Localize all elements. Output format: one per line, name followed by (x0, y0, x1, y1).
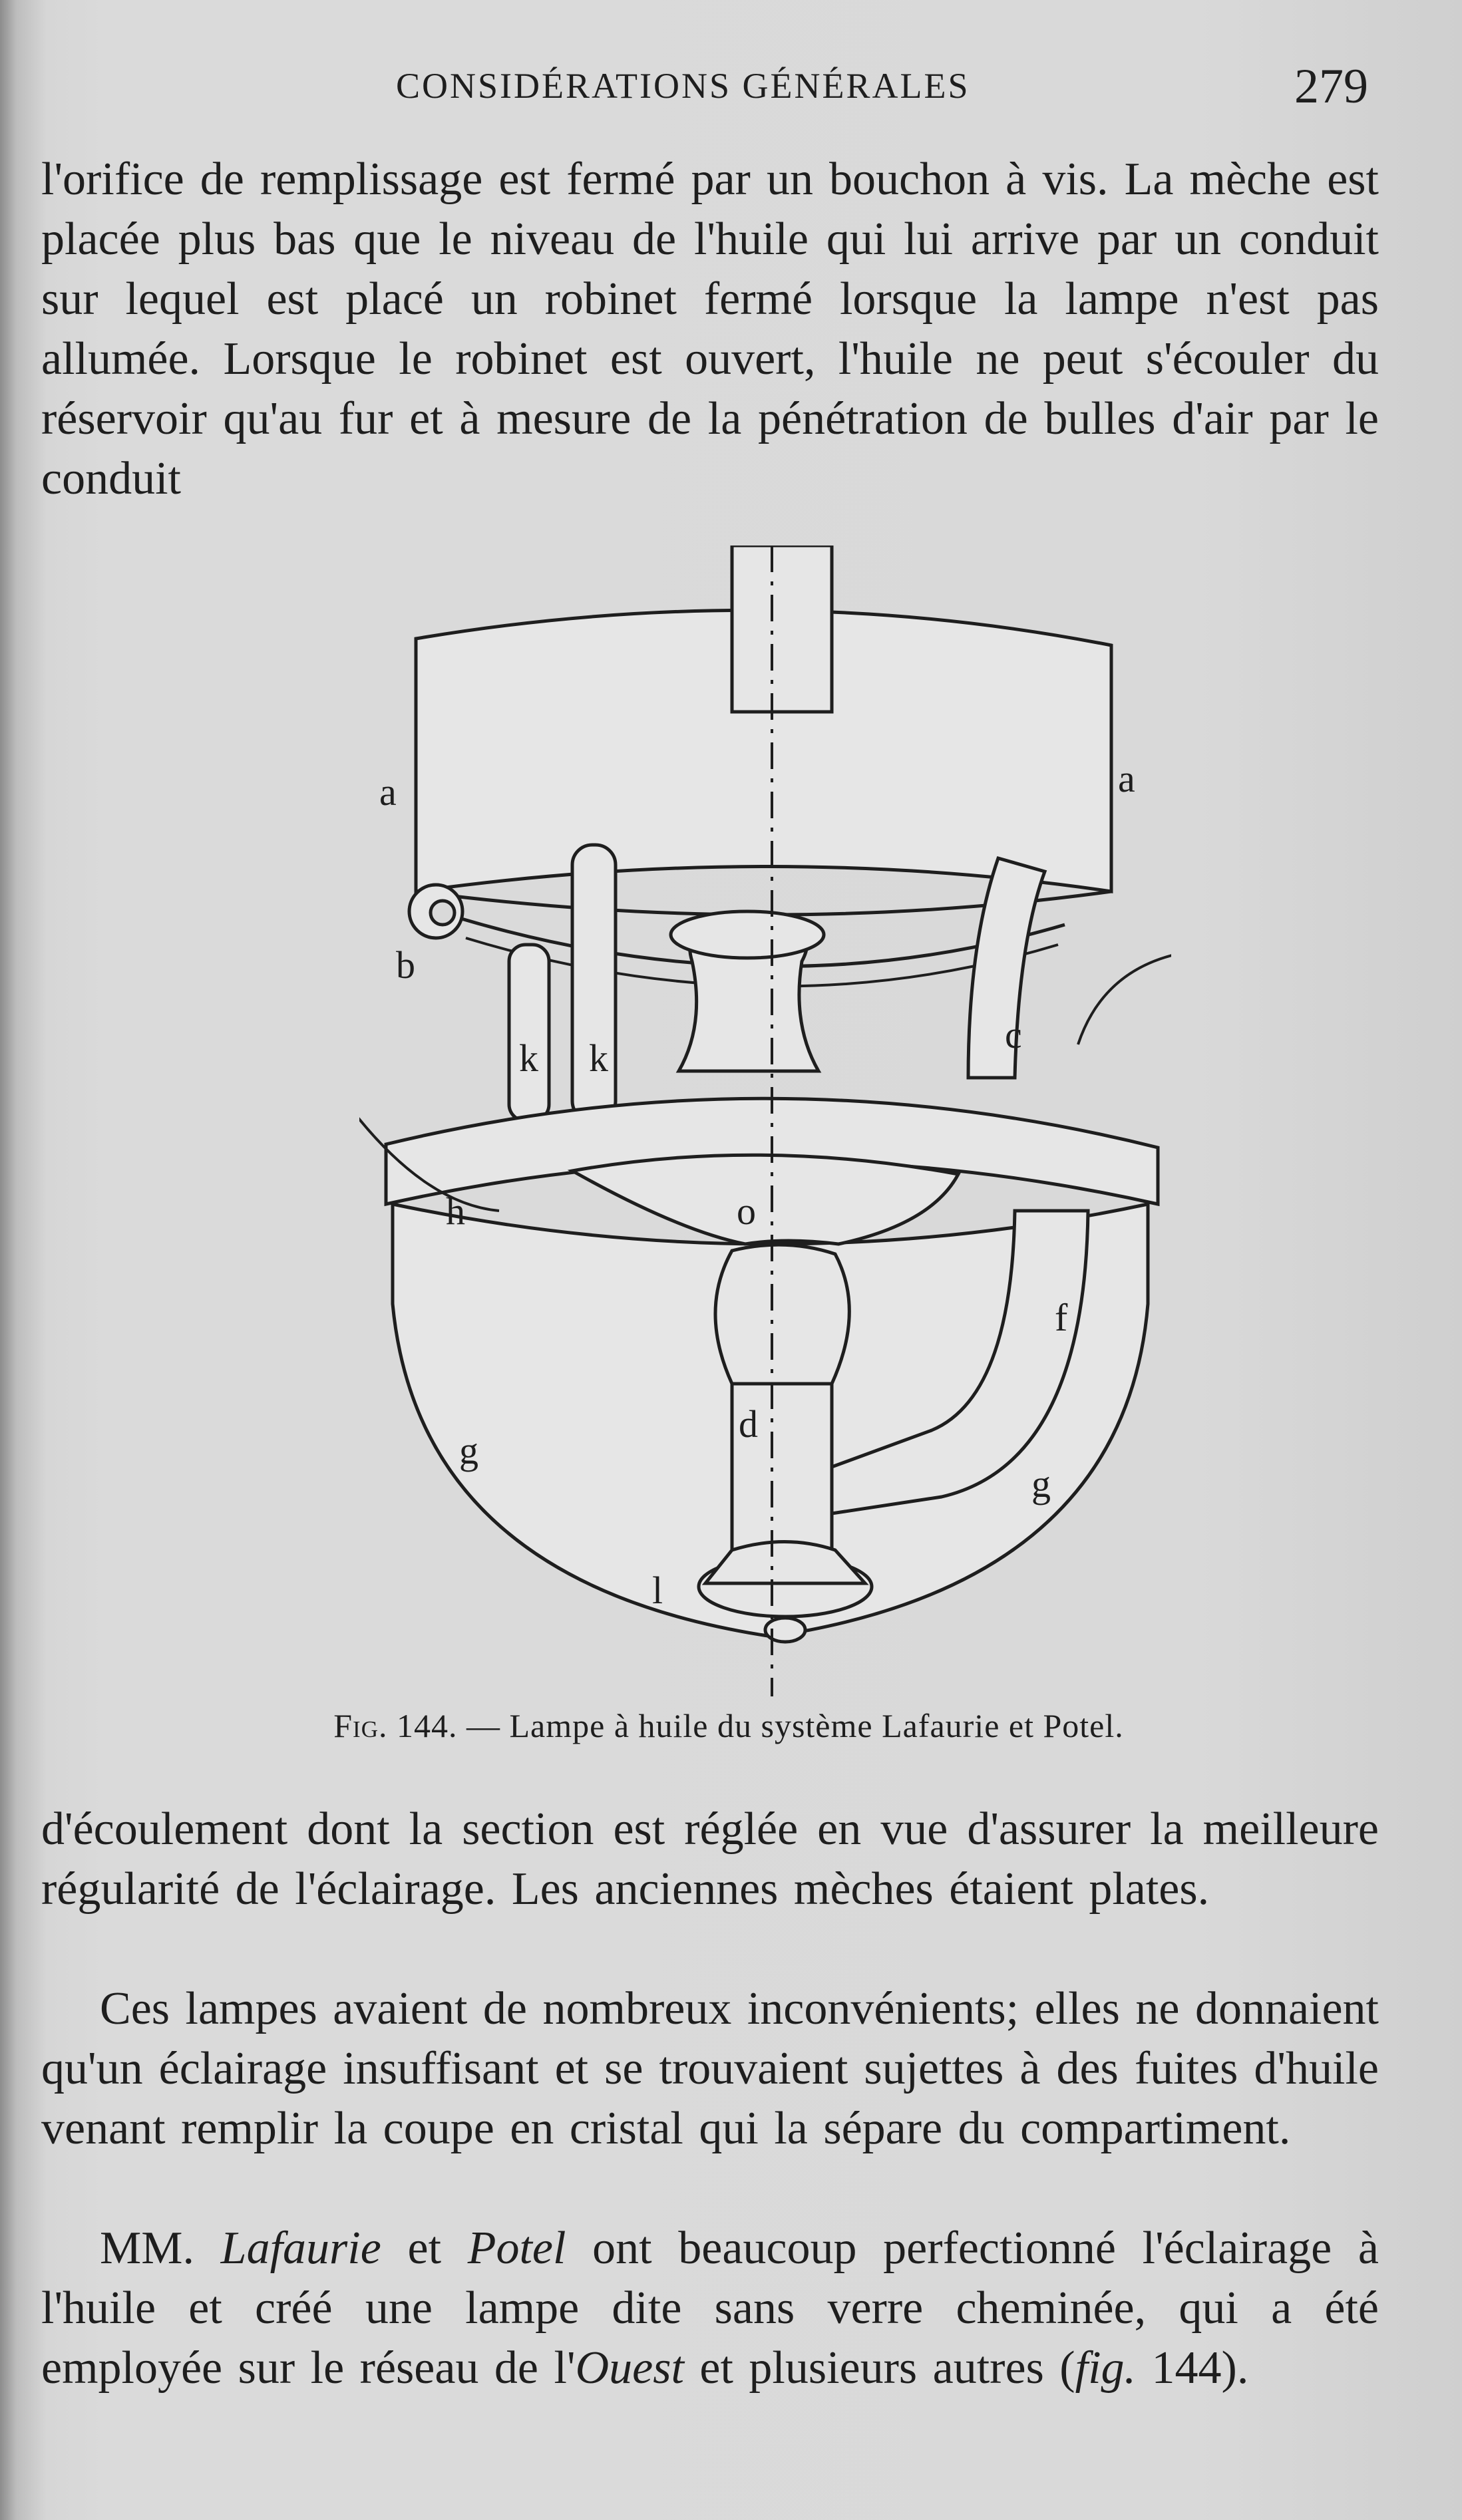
running-head: CONSIDÉRATIONS GÉNÉRALES (396, 66, 970, 106)
text-span: et plusieurs autres ( (683, 2342, 1075, 2394)
caption-text: — Lampe à huile du système Lafaurie et Potel. (457, 1707, 1124, 1744)
knob-top (671, 911, 824, 958)
label-g-left: g (459, 1429, 478, 1472)
paragraph-bottom-3 (41, 2219, 1379, 2398)
label-g-right: g (1031, 1462, 1051, 1505)
figure-reference: fig. (1075, 2342, 1137, 2394)
label-a-right: a (1118, 757, 1135, 800)
text-span: MM. (100, 2223, 221, 2274)
caption-label: Fig. 144. (333, 1707, 458, 1744)
text-span: ont beaucoup perfectionné l'éclairage à l'huile et créé une lampe dite sans verre cheminée, qui a été employée sur le réseau de l' (41, 2223, 1379, 2394)
name-lafaurie: Lafaurie (220, 2223, 381, 2274)
paragraph-top: l'orifice de remplissage est fermé par un bouchon à vis. La mèche est placée plus bas que le niveau de l'huile qui lui arrive par un conduit sur lequel est placé un robinet fermé lorsque la lampe n'est pas allumée. Lorsque le robinet est ouvert, l'huile ne peut s'écouler du réservoir qu'au fur et à mesure de la pénétration de bulles d'air par le conduit (41, 154, 1379, 504)
label-c: c (1005, 1013, 1022, 1056)
name-potel: Potel (467, 2223, 566, 2274)
page-header (0, 59, 1462, 118)
burner-o (572, 1155, 958, 1244)
column-d (732, 546, 832, 712)
paragraph-bottom-1: d'écoulement dont la section est réglée en vue d'assurer la meilleure régularité de l'éclairage. Les anciennes mèches étaient plates. (41, 1804, 1379, 1915)
network-ouest: Ouest (575, 2342, 684, 2394)
label-h: h (446, 1189, 465, 1233)
label-k2: k (589, 1036, 608, 1080)
label-d: d (739, 1402, 758, 1446)
figure-lamp (359, 546, 1171, 1696)
paragraph-bottom-2: Ces lampes avaient de nombreux inconvénients; elles ne donnaient qu'un éclairage insuffisant et se trouvaient sujettes à des fuites d'huile venant remplir la coupe en cristal qui la sépare du compartiment. (41, 1983, 1379, 2154)
tube-k1 (509, 945, 549, 1121)
text-span: et (381, 2223, 468, 2274)
arrow-right (1078, 951, 1171, 1044)
label-l: l (652, 1569, 663, 1612)
lamp-diagram (359, 546, 1171, 1696)
label-o: o (737, 1189, 756, 1233)
label-f: f (1055, 1296, 1068, 1339)
label-k1: k (519, 1036, 538, 1080)
label-a-left: a (379, 770, 397, 814)
page-number: 279 (1294, 59, 1368, 114)
text-span: 144). (1136, 2342, 1249, 2394)
wick-holder (715, 1245, 849, 1384)
figure-caption (190, 1706, 1268, 1745)
label-b: b (396, 943, 415, 987)
